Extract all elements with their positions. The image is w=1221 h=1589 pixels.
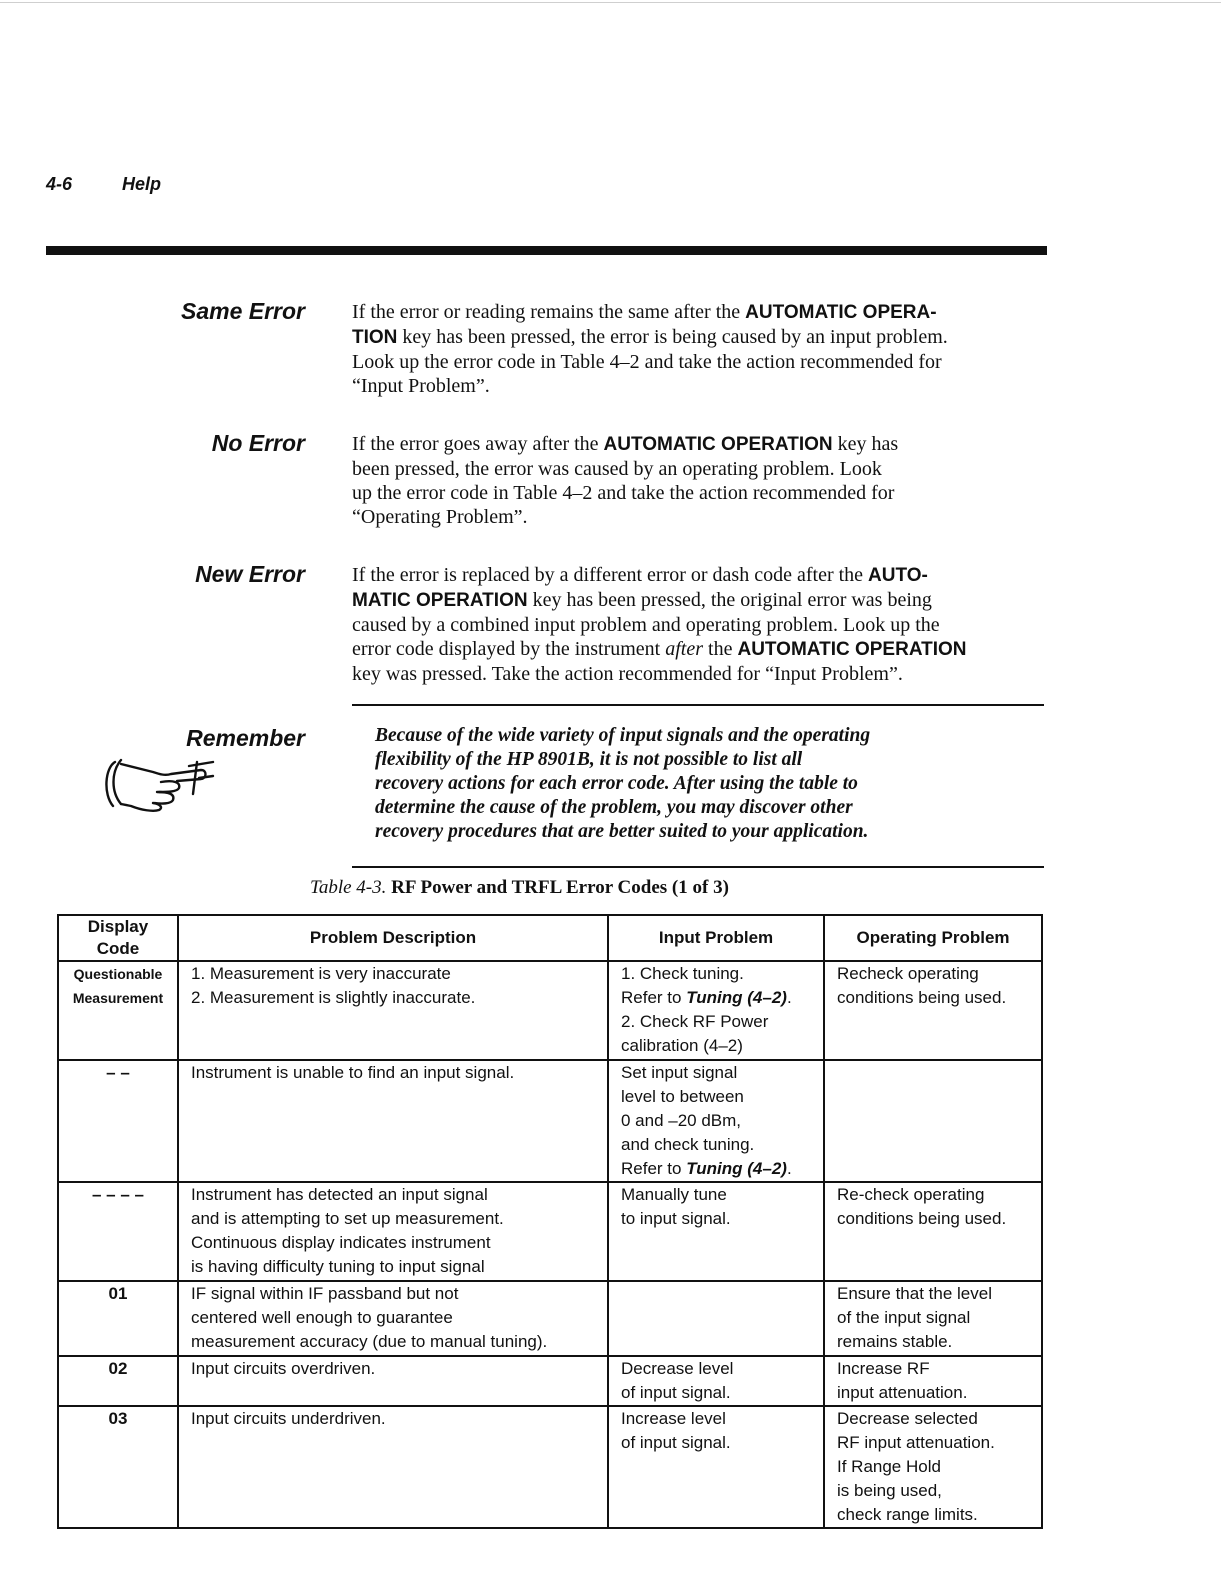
header-text: Code xyxy=(96,939,140,958)
operating-problem-cell xyxy=(824,1406,1042,1528)
cell-line: is having difficulty tuning to input signal xyxy=(191,1257,485,1276)
remember-label: Remember xyxy=(186,725,305,751)
cell-line: Input circuits underdriven. xyxy=(191,1409,386,1428)
problem-cell xyxy=(178,1356,608,1406)
cell-line: remains stable. xyxy=(837,1332,953,1351)
cell-line: of input signal. xyxy=(621,1433,731,1452)
new-error-key: AUTO- xyxy=(868,565,928,586)
note-top-rule xyxy=(352,704,1044,706)
new-error-text: error code displayed by the instrument xyxy=(352,638,666,660)
cell-line: check range limits. xyxy=(837,1505,978,1524)
same-error-text: If the error or reading remains the same after the xyxy=(352,301,746,323)
remember-line: Because of the wide variety of input signals and the operating xyxy=(375,725,871,746)
cell-line: Manually tune xyxy=(621,1185,727,1204)
pointing-hand-icon xyxy=(101,754,229,812)
cell-line: centered well enough to guarantee xyxy=(191,1308,453,1327)
cell-line: measurement accuracy (due to manual tuning). xyxy=(191,1332,548,1351)
tuning-reference: Tuning (4–2) xyxy=(686,1159,787,1178)
no-error-label: No Error xyxy=(211,430,305,456)
same-error-text: “Input Problem”. xyxy=(352,375,490,397)
cell-line: level to between xyxy=(621,1087,744,1106)
cell-line: 0 and –20 dBm, xyxy=(621,1111,742,1130)
cell-line: Decrease level xyxy=(621,1359,734,1378)
cell-line: calibration (4–2) xyxy=(621,1036,743,1055)
remember-note xyxy=(375,724,1015,844)
table-row xyxy=(58,1182,1042,1281)
cell-line: of the input signal xyxy=(837,1308,971,1327)
no-error-text: key has xyxy=(832,433,899,455)
cell-line: is being used, xyxy=(837,1481,942,1500)
input-problem-cell xyxy=(608,1182,824,1281)
no-error-key: AUTOMATIC OPERATION xyxy=(603,434,833,455)
no-error-text: If the error goes away after the xyxy=(352,433,604,455)
column-header-problem: Problem Description xyxy=(178,915,608,961)
top-edge-rule xyxy=(0,2,1221,3)
error-code-table xyxy=(57,914,1043,1529)
cell-line: IF signal within IF passband but not xyxy=(191,1284,459,1303)
table-row xyxy=(58,1060,1042,1182)
remember-line: flexibility of the HP 8901B, it is not possible to list all xyxy=(375,749,803,770)
cell-line: Continuous display indicates instrument xyxy=(191,1233,491,1252)
table-caption-number: Table 4-3. xyxy=(310,877,387,898)
remember-line: recovery actions for each error code. After using the table to xyxy=(375,773,858,794)
table-row xyxy=(58,1281,1042,1356)
no-error-text: “Operating Problem”. xyxy=(352,506,528,528)
cell-line: input attenuation. xyxy=(837,1383,968,1402)
operating-problem-cell xyxy=(824,1182,1042,1281)
remember-line: recovery procedures that are better suited to your application. xyxy=(375,821,869,842)
new-error-emphasis: after xyxy=(665,638,704,660)
display-code-cell: 02 xyxy=(58,1356,178,1406)
new-error-text: key has been pressed, the original error was being xyxy=(527,589,932,611)
cell-line: Instrument is unable to find an input signal. xyxy=(191,1063,515,1082)
column-header-operating: Operating Problem xyxy=(824,915,1042,961)
same-error-text: key has been pressed, the error is being caused by an input problem. xyxy=(397,326,948,348)
same-error-text: Look up the error code in Table 4–2 and take the action recommended for xyxy=(352,351,942,373)
cell-line: If Range Hold xyxy=(837,1457,941,1476)
new-error-text: If the error is replaced by a different error or dash code after the xyxy=(352,564,869,586)
cell-line: 1. Check tuning. xyxy=(621,964,744,983)
new-error-text: the xyxy=(703,638,738,660)
cell-line: Set input signal xyxy=(621,1063,738,1082)
operating-problem-cell xyxy=(824,1281,1042,1356)
cell-line: Increase level xyxy=(621,1409,726,1428)
problem-cell xyxy=(178,1406,608,1528)
no-error-text: up the error code in Table 4–2 and take the action recommended for xyxy=(352,482,895,504)
no-error-paragraph xyxy=(352,432,1042,529)
no-error-text: been pressed, the error was caused by an operating problem. Look xyxy=(352,458,882,480)
display-code-cell xyxy=(58,961,178,1060)
problem-cell xyxy=(178,1281,608,1356)
cell-line: 1. Measurement is very inaccurate xyxy=(191,964,451,983)
cell-line: Instrument has detected an input signal xyxy=(191,1185,488,1204)
note-bottom-rule xyxy=(352,866,1044,868)
cell-line: Re-check operating xyxy=(837,1185,985,1204)
table-row xyxy=(58,1356,1042,1406)
cell-line: 2. Measurement is slightly inaccurate. xyxy=(191,988,476,1007)
cell-line: Recheck operating xyxy=(837,964,979,983)
same-error-key-cont: TION xyxy=(352,327,398,348)
display-code-cell: – – – – xyxy=(58,1182,178,1281)
cell-line: conditions being used. xyxy=(837,988,1007,1007)
new-error-key-cont: MATIC OPERATION xyxy=(352,590,528,611)
section-title: Help xyxy=(122,174,162,194)
cell-text: . xyxy=(786,988,792,1007)
cell-text: Refer to xyxy=(621,1159,687,1178)
cell-line: conditions being used. xyxy=(837,1209,1007,1228)
input-problem-cell xyxy=(608,1281,824,1356)
input-problem-cell xyxy=(608,1060,824,1182)
cell-line: Ensure that the level xyxy=(837,1284,992,1303)
cell-line: Questionable xyxy=(73,966,163,982)
new-error-label: New Error xyxy=(195,561,305,587)
table-row xyxy=(58,1406,1042,1528)
cell-text: . xyxy=(786,1159,792,1178)
remember-line: determine the cause of the problem, you may discover other xyxy=(375,797,853,818)
new-error-text: key was pressed. Take the action recommended for “Input Problem”. xyxy=(352,663,903,685)
same-error-label: Same Error xyxy=(180,298,305,324)
cell-line: and check tuning. xyxy=(621,1135,755,1154)
cell-line: 2. Check RF Power xyxy=(621,1012,769,1031)
input-problem-cell xyxy=(608,1356,824,1406)
table-caption-title: RF Power and TRFL Error Codes (1 of 3) xyxy=(391,877,729,898)
new-error-paragraph xyxy=(352,563,1042,686)
operating-problem-cell xyxy=(824,1060,1042,1182)
cell-line: Input circuits overdriven. xyxy=(191,1359,376,1378)
same-error-paragraph xyxy=(352,300,1042,398)
display-code-cell: – – xyxy=(58,1060,178,1182)
header-text: Display xyxy=(87,917,149,936)
cell-line: Measurement xyxy=(72,990,164,1006)
input-problem-cell xyxy=(608,961,824,1060)
operating-problem-cell xyxy=(824,1356,1042,1406)
display-code-cell: 03 xyxy=(58,1406,178,1528)
header-rule xyxy=(46,246,1047,255)
running-head xyxy=(46,174,161,195)
column-header-display-code xyxy=(58,915,178,961)
cell-line: of input signal. xyxy=(621,1383,731,1402)
new-error-key: AUTOMATIC OPERATION xyxy=(737,639,967,660)
problem-cell xyxy=(178,1060,608,1182)
cell-line: RF input attenuation. xyxy=(837,1433,995,1452)
same-error-key: AUTOMATIC OPERA- xyxy=(745,302,937,323)
table-header-row xyxy=(58,915,1042,961)
display-code-cell: 01 xyxy=(58,1281,178,1356)
input-problem-cell xyxy=(608,1406,824,1528)
page-number: 4-6 xyxy=(46,174,73,194)
problem-cell xyxy=(178,961,608,1060)
tuning-reference: Tuning (4–2) xyxy=(686,988,787,1007)
cell-line: Increase RF xyxy=(837,1359,930,1378)
table-row xyxy=(58,961,1042,1060)
cell-line: Decrease selected xyxy=(837,1409,978,1428)
table-caption xyxy=(310,877,729,899)
problem-cell xyxy=(178,1182,608,1281)
column-header-input: Input Problem xyxy=(608,915,824,961)
cell-text: Refer to xyxy=(621,988,687,1007)
new-error-text: caused by a combined input problem and operating problem. Look up the xyxy=(352,614,940,636)
cell-line: and is attempting to set up measurement. xyxy=(191,1209,504,1228)
operating-problem-cell xyxy=(824,961,1042,1060)
cell-line: to input signal. xyxy=(621,1209,731,1228)
